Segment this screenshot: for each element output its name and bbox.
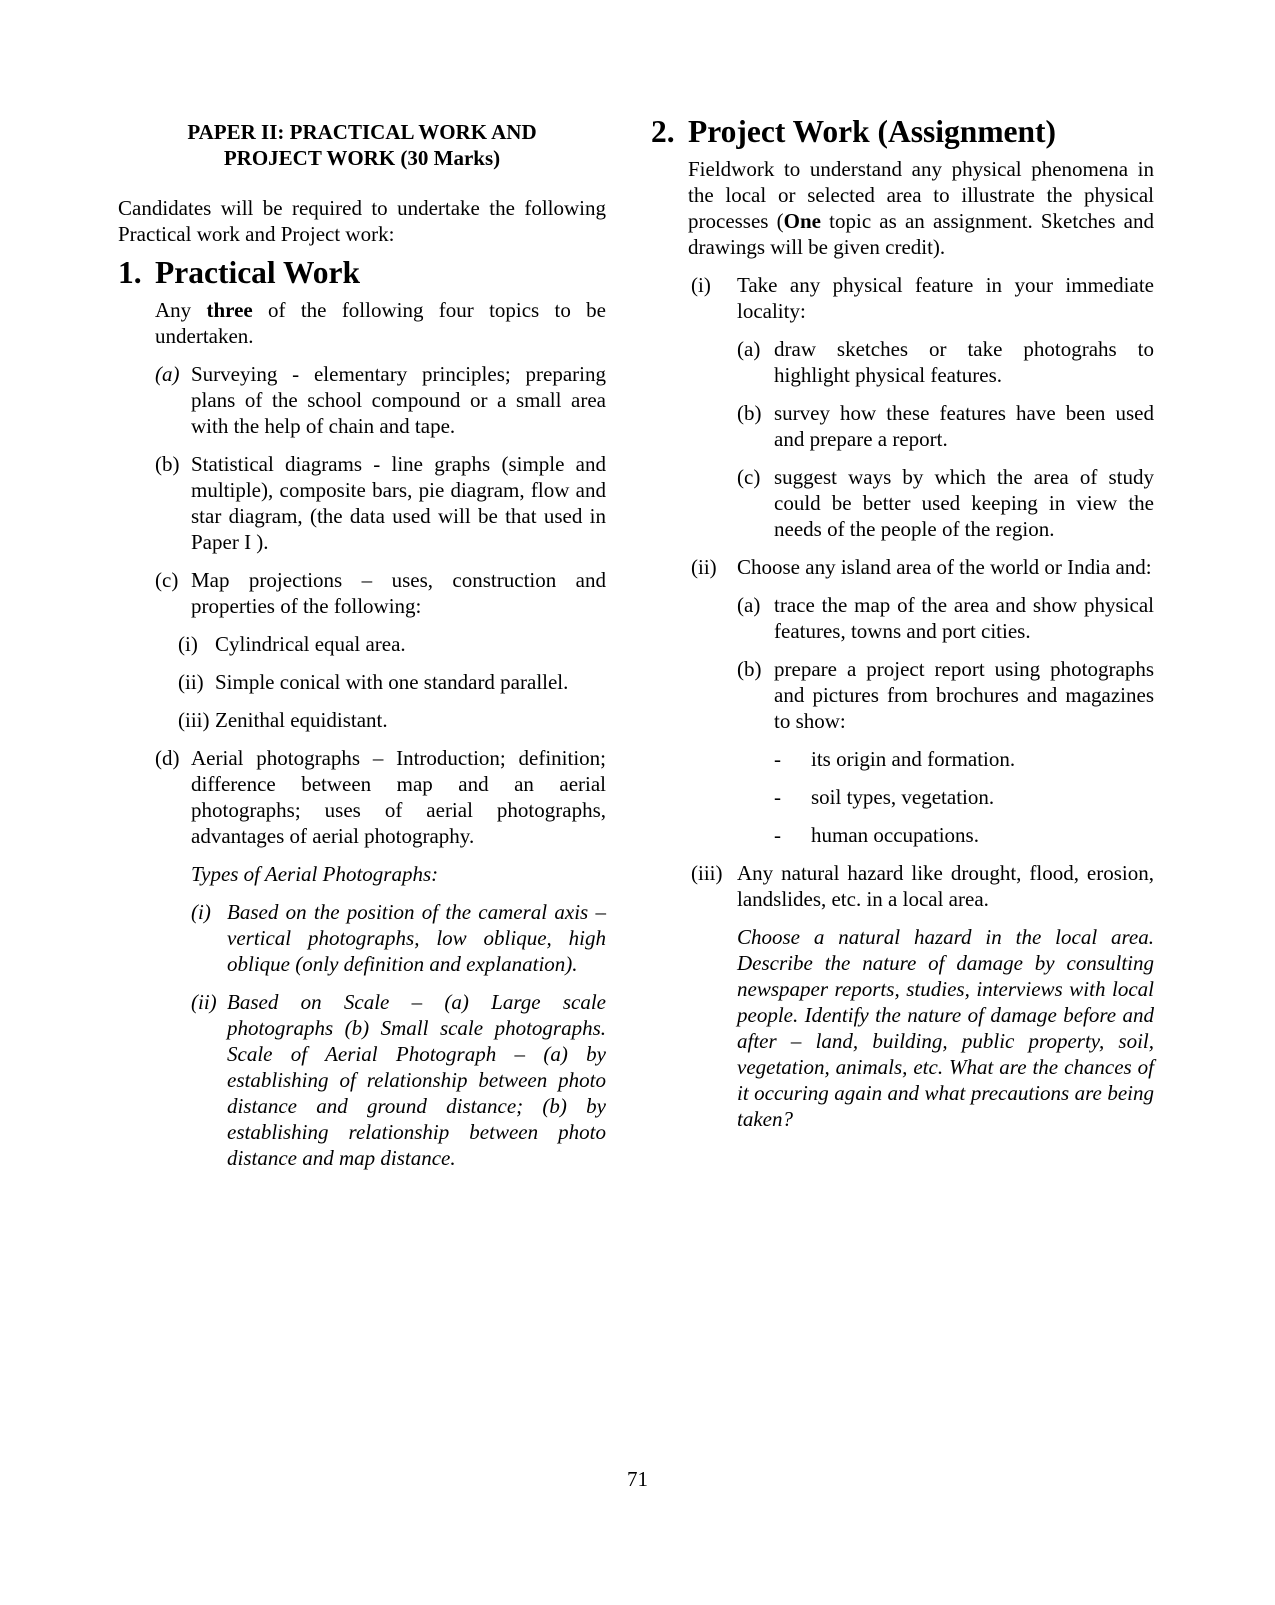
item-text: its origin and formation.	[811, 747, 1016, 771]
practical-item-a	[155, 361, 606, 439]
item-label: (b)	[155, 452, 180, 476]
item-text: Take any physical feature in your immediate locality:	[737, 273, 1154, 323]
projection-item-iii	[178, 707, 606, 733]
project-item-i	[691, 272, 1154, 324]
item-text: prepare a project report using photographs and pictures from brochures and magazines to show:	[774, 657, 1154, 733]
practical-item-d	[155, 745, 606, 849]
item-label: (iii)	[178, 708, 210, 732]
item-label: (d)	[155, 746, 180, 770]
item-label: (iii)	[691, 861, 723, 885]
left-column	[118, 119, 606, 1171]
projection-item-i	[178, 631, 606, 657]
bullet-marker: -	[774, 785, 781, 809]
project-item-ii	[691, 554, 1154, 580]
item-label: (i)	[691, 273, 711, 297]
item-text: draw sketches or take photograhs to highlight physical features.	[774, 337, 1154, 387]
page-number: 71	[627, 1467, 648, 1491]
lead-text-end: of the following four topics to be undertaken.	[155, 298, 606, 348]
item-label: (ii)	[191, 990, 217, 1014]
project-item-ii-b	[737, 656, 1154, 734]
item-label: (a)	[155, 362, 180, 386]
paper-heading-line1: PAPER II: PRACTICAL WORK AND	[187, 120, 537, 144]
item-label: (i)	[178, 632, 198, 656]
project-item-i-c	[737, 464, 1154, 542]
right-column	[651, 114, 1155, 1132]
item-text: Cylindrical equal area.	[215, 632, 406, 656]
natural-hazard-note: Choose a natural hazard in the local area. Describe the nature of damage by consulting newspaper reports, studies, interviews with local people. Identify the nature of damage before and after – land, building, public property, soil, vegetation, animals, etc. What are the chances of it occuring again and what precautions are being taken?	[737, 925, 1154, 1131]
item-text: Any natural hazard like drought, flood, erosion, landslides, etc. in a local area.	[737, 861, 1154, 911]
item-text: Choose any island area of the world or India and:	[737, 555, 1152, 579]
bullet-origin	[774, 746, 1154, 772]
aerial-type-ii	[191, 989, 606, 1171]
section-number: 2.	[651, 114, 675, 149]
item-label: (a)	[737, 337, 761, 361]
section-practical-work-heading	[118, 255, 606, 290]
practical-item-c	[155, 567, 606, 619]
projection-item-ii	[178, 669, 606, 695]
item-text: Surveying - elementary principles; preparing plans of the school compound or a small area with the help of chain and tape.	[191, 362, 606, 438]
project-item-i-b	[737, 400, 1154, 452]
item-text: Zenithal equidistant.	[215, 708, 388, 732]
item-label: (ii)	[691, 555, 717, 579]
item-label: (c)	[155, 568, 179, 592]
item-text: Based on the position of the cameral axis – vertical photographs, low oblique, high oblique (only definition and explanation).	[227, 900, 606, 976]
intro-emphasis: One	[783, 209, 821, 233]
intro-text-end: topic as an assignment. Sketches and drawings will be given credit).	[688, 209, 1155, 259]
lead-text: Any	[155, 298, 207, 322]
item-label: (ii)	[178, 670, 204, 694]
practical-work-lead	[155, 297, 606, 349]
aerial-type-i	[191, 899, 606, 977]
section-number: 1.	[118, 255, 142, 290]
section-project-work-heading	[651, 114, 1154, 149]
project-work-intro	[688, 156, 1154, 260]
intro-text: Fieldwork to understand any physical phenomena in the local or selected area to illustrate the physical processes (	[688, 157, 1154, 233]
practical-item-b	[155, 451, 606, 555]
bullet-soil	[774, 784, 1154, 810]
item-label: (c)	[737, 465, 761, 489]
item-label: (b)	[737, 401, 762, 425]
section-title: Project Work (Assignment)	[688, 114, 1057, 149]
item-label: (a)	[737, 593, 761, 617]
section-title: Practical Work	[155, 255, 360, 290]
intro-paragraph: Candidates will be required to undertake the following Practical work and Project work:	[118, 196, 606, 246]
item-label: (b)	[737, 657, 762, 681]
paper-heading-line2: PROJECT WORK (30 Marks)	[223, 146, 501, 170]
item-text: Simple conical with one standard parallel.	[215, 670, 569, 694]
item-text: human occupations.	[811, 823, 979, 847]
project-item-ii-a	[737, 592, 1154, 644]
bullet-marker: -	[774, 747, 781, 771]
item-text: Map projections – uses, construction and properties of the following:	[191, 568, 606, 618]
bullet-marker: -	[774, 823, 781, 847]
item-text: trace the map of the area and show physical features, towns and port cities.	[774, 593, 1154, 643]
item-text: soil types, vegetation.	[811, 785, 995, 809]
item-text: Aerial photographs – Introduction; definition; difference between map and an aerial photographs; uses of aerial photographs, advantages of aerial photography.	[191, 746, 606, 848]
item-text: suggest ways by which the area of study could be better used keeping in view the needs of the people of the region.	[774, 465, 1154, 541]
item-text: survey how these features have been used and prepare a report.	[774, 401, 1154, 451]
project-item-iii	[691, 860, 1154, 912]
item-text: Based on Scale – (a) Large scale photographs (b) Small scale photographs. Scale of Aerial Photograph – (a) by establishing of relationship between photo distance and ground distance; (b) by establishing relationship between photo distance and map distance.	[227, 990, 606, 1170]
item-label: (i)	[191, 900, 211, 924]
bullet-occupations	[774, 822, 1154, 848]
paper-heading	[118, 119, 606, 171]
item-text: Statistical diagrams - line graphs (simple and multiple), composite bars, pie diagram, flow and star diagram, (the data used will be that used in Paper I ).	[191, 452, 606, 554]
project-item-i-a	[737, 336, 1154, 388]
lead-emphasis: three	[206, 298, 253, 322]
types-of-aerial-photographs-heading: Types of Aerial Photographs:	[191, 862, 439, 886]
